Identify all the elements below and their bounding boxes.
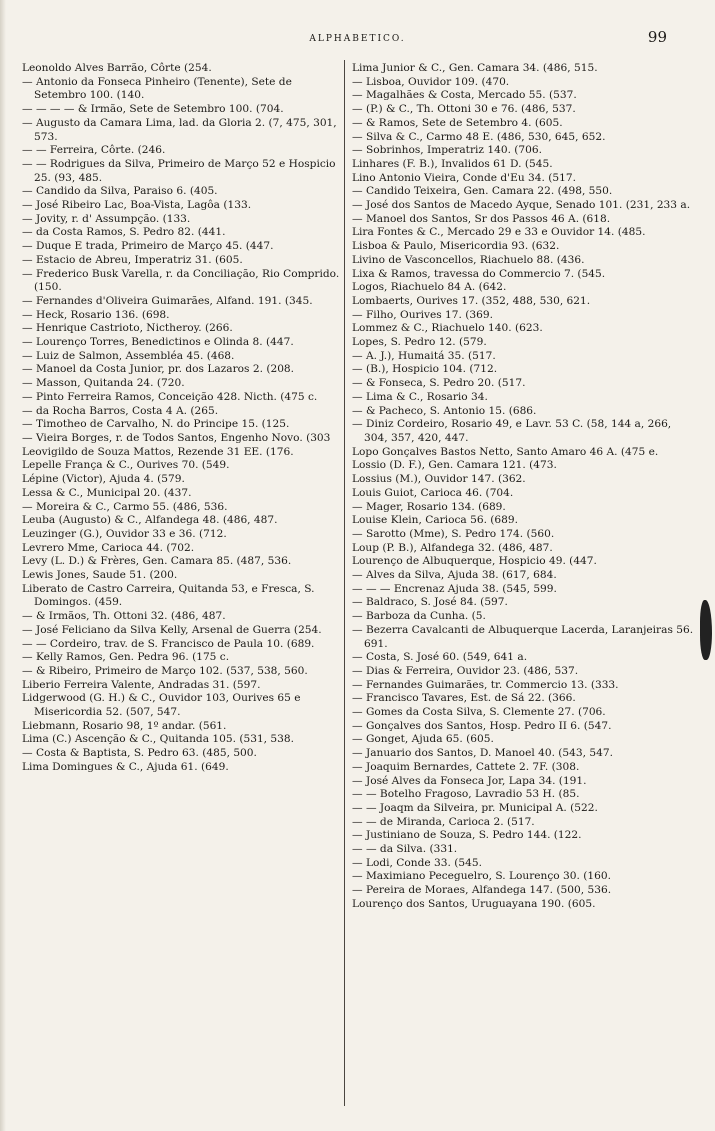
directory-entry: — Justiniano de Souza, S. Pedro 144. (122. bbox=[352, 829, 582, 842]
directory-entry: Liberato de Castro Carreira, Quitanda 53, e Fresca, S. Domingos. (459. bbox=[22, 582, 318, 609]
directory-entry: — Heck, Rosario 136. (698. bbox=[22, 308, 170, 321]
directory-entry: Lourenço dos Santos, Uruguayana 190. (605. bbox=[352, 897, 596, 910]
directory-entry: — José Feliciano da Silva Kelly, Arsenal de Guerra (254. bbox=[22, 623, 322, 636]
directory-entry: — Lisboa, Ouvidor 109. (470. bbox=[352, 75, 510, 88]
directory-entry: — Augusto da Camara Lima, lad. da Gloria 2. (7, 475, 301, 573. bbox=[22, 116, 341, 143]
directory-entry: — Francisco Tavares, Est. de Sá 22. (366. bbox=[352, 692, 576, 705]
directory-entry: Lima (C.) Ascenção & C., Quitanda 105. (531, 538. bbox=[22, 733, 295, 746]
directory-entry: — Antonio da Fonseca Pinheiro (Tenente), Sete de Setembro 100. (140. bbox=[22, 75, 296, 102]
directory-entry: Linhares (F. B.), Invalidos 61 D. (545. bbox=[352, 157, 553, 170]
directory-entry: Liebmann, Rosario 98, 1º andar. (561. bbox=[22, 719, 227, 732]
column-divider bbox=[344, 60, 345, 1106]
directory-entry: — — Botelho Fragoso, Lavradio 53 H. (85. bbox=[352, 788, 580, 801]
page-number: 99 bbox=[647, 28, 667, 46]
directory-entry: — Duque E trada, Primeiro de Março 45. (447. bbox=[22, 240, 274, 253]
directory-entry: — — — — & Irmão, Sete de Setembro 100. (704. bbox=[22, 103, 284, 116]
directory-entry: — — de Miranda, Carioca 2. (517. bbox=[352, 815, 535, 828]
directory-entry: Levrero Mme, Carioca 44. (702. bbox=[22, 541, 195, 554]
directory-entry: — Timotheo de Carvalho, N. do Principe 15. (125. bbox=[22, 418, 290, 431]
directory-entry: — Gomes da Costa Silva, S. Clemente 27. (706. bbox=[352, 706, 606, 719]
directory-entry: Lidgerwood (G. H.) & C., Ouvidor 103, Ourives 65 e Misericordia 52. (507, 547. bbox=[22, 692, 304, 719]
directory-entry: — José Ribeiro Lac, Boa-Vista, Lagôa (133. bbox=[22, 199, 252, 212]
directory-entry: — Magalhães & Costa, Mercado 55. (537. bbox=[352, 89, 577, 102]
directory-entry: Lira Fontes & C., Mercado 29 e 33 e Ouvidor 14. (485. bbox=[352, 226, 646, 239]
directory-entry: Lopo Gonçalves Bastos Netto, Santo Amaro 46 A. (475 e. bbox=[352, 445, 659, 458]
directory-entry: — Candido Teixeira, Gen. Camara 22. (498, 550. bbox=[352, 185, 613, 198]
directory-entry: — da Costa Ramos, S. Pedro 82. (441. bbox=[22, 226, 226, 239]
directory-entry: Loup (P. B.), Alfandega 32. (486, 487. bbox=[352, 541, 553, 554]
directory-entry: Logos, Riachuelo 84 A. (642. bbox=[352, 281, 507, 294]
directory-entry: — Baldraco, S. José 84. (597. bbox=[352, 596, 508, 609]
directory-entry: — José Alves da Fonseca Jor, Lapa 34. (191. bbox=[352, 774, 587, 787]
directory-entry: Liberio Ferreira Valente, Andradas 31. (597. bbox=[22, 678, 261, 691]
directory-entry: — Silva & C., Carmo 48 E. (486, 530, 645, 652. bbox=[352, 130, 606, 143]
directory-entry: — Vieira Borges, r. de Todos Santos, Engenho Novo. (303 bbox=[22, 431, 331, 444]
directory-entry: — & Fonseca, S. Pedro 20. (517. bbox=[352, 377, 526, 390]
page-header bbox=[0, 28, 715, 50]
directory-entry: Lossio (D. F.), Gen. Camara 121. (473. bbox=[352, 459, 557, 472]
directory-entry: — Bezerra Cavalcanti de Albuquerque Lacerda, Laranjeiras 56. 691. bbox=[352, 623, 697, 650]
directory-entry: — (B.), Hospicio 104. (712. bbox=[352, 363, 498, 376]
directory-entry: Levy (L. D.) & Frères, Gen. Camara 85. (487, 536. bbox=[22, 555, 292, 568]
directory-entry: — Filho, Ourives 17. (369. bbox=[352, 308, 493, 321]
directory-entry: — — Cordeiro, trav. de S. Francisco de Paula 10. (689. bbox=[22, 637, 315, 650]
directory-entry: — Moreira & C., Carmo 55. (486, 536. bbox=[22, 500, 228, 513]
scan-edge-shadow bbox=[0, 0, 6, 1131]
directory-entry: — Candido da Silva, Paraiso 6. (405. bbox=[22, 185, 218, 198]
directory-entry: — Lima & C., Rosario 34. bbox=[352, 390, 488, 403]
directory-entry: — José dos Santos de Macedo Ayque, Senado 101. (231, 233 a. bbox=[352, 199, 691, 212]
directory-entry: — Dias & Ferreira, Ouvidor 23. (486, 537. bbox=[352, 664, 579, 677]
directory-entry: — — Rodrigues da Silva, Primeiro de Março 52 e Hospicio 25. (93, 485. bbox=[22, 157, 339, 184]
directory-entry: — Sarotto (Mme), S. Pedro 174. (560. bbox=[352, 527, 555, 540]
directory-entry: Lepelle França & C., Ourives 70. (549. bbox=[22, 459, 230, 472]
directory-entry: — Costa & Baptista, S. Pedro 63. (485, 500. bbox=[22, 747, 257, 760]
directory-entry: Leuzinger (G.), Ouvidor 33 e 36. (712. bbox=[22, 527, 227, 540]
directory-entry: — Lourenço Torres, Benedictinos e Olinda 8. (447. bbox=[22, 336, 294, 349]
running-title: ALPHABETICO. bbox=[309, 34, 406, 44]
directory-entry: — Fernandes d'Oliveira Guimarães, Alfand. 191. (345. bbox=[22, 294, 313, 307]
directory-entry: — Kelly Ramos, Gen. Pedra 96. (175 c. bbox=[22, 651, 230, 664]
directory-entry: Lépine (Victor), Ajuda 4. (579. bbox=[22, 473, 185, 486]
directory-entry: — — da Silva. (331. bbox=[352, 843, 458, 856]
directory-entry: Lixa & Ramos, travessa do Commercio 7. (545. bbox=[352, 267, 606, 280]
directory-entry: Lombaerts, Ourives 17. (352, 488, 530, 621. bbox=[352, 294, 591, 307]
directory-entry: — da Rocha Barros, Costa 4 A. (265. bbox=[22, 404, 219, 417]
ink-blot-mark bbox=[700, 600, 712, 660]
directory-entry: — Luiz de Salmon, Assembléa 45. (468. bbox=[22, 349, 235, 362]
directory-entry: Lima Junior & C., Gen. Camara 34. (486, 515. bbox=[352, 62, 598, 74]
directory-entry: Lewis Jones, Saude 51. (200. bbox=[22, 569, 178, 582]
right-column bbox=[352, 62, 696, 912]
directory-entry: — Estacio de Abreu, Imperatriz 31. (605. bbox=[22, 253, 243, 266]
directory-entry: — Manoel da Costa Junior, pr. dos Lazaros 2. (208. bbox=[22, 363, 295, 376]
directory-entry: — Frederico Busk Varella, r. da Conciliação, Rio Comprido. (150. bbox=[22, 267, 343, 294]
directory-entry: — — — Encrenaz Ajuda 38. (545, 599. bbox=[352, 582, 557, 595]
directory-entry: — Joaquim Bernardes, Cattete 2. 7F. (308. bbox=[352, 760, 580, 773]
directory-entry: Lopes, S. Pedro 12. (579. bbox=[352, 336, 487, 349]
directory-entry: — Mager, Rosario 134. (689. bbox=[352, 500, 506, 513]
directory-entry: Louis Guiot, Carioca 46. (704. bbox=[352, 486, 514, 499]
directory-entry: — Alves da Silva, Ajuda 38. (617, 684. bbox=[352, 569, 557, 582]
directory-entry: — & Irmãos, Th. Ottoni 32. (486, 487. bbox=[22, 610, 226, 623]
directory-entry: Leonoldo Alves Barrão, Côrte (254. bbox=[22, 62, 212, 74]
directory-entry: Lino Antonio Vieira, Conde d'Eu 34. (517. bbox=[352, 171, 576, 184]
directory-entry: — — Ferreira, Côrte. (246. bbox=[22, 144, 166, 157]
directory-entry: Louise Klein, Carioca 56. (689. bbox=[352, 514, 519, 527]
directory-entry: — Henrique Castrioto, Nictheroy. (266. bbox=[22, 322, 233, 335]
directory-entry: — & Ribeiro, Primeiro de Março 102. (537, 538, 560. bbox=[22, 664, 308, 677]
directory-entry: — A. J.), Humaitá 35. (517. bbox=[352, 349, 496, 362]
directory-entry: — — Joaqm da Silveira, pr. Municipal A. (522. bbox=[352, 801, 598, 814]
directory-entry: — Pereira de Moraes, Alfandega 147. (500, 536. bbox=[352, 884, 612, 897]
directory-entry: — Barboza da Cunha. (5. bbox=[352, 610, 486, 623]
left-column bbox=[22, 62, 344, 775]
directory-entry: Leovigildo de Souza Mattos, Rezende 31 EE. (176. bbox=[22, 445, 294, 458]
directory-entry: — & Pacheco, S. Antonio 15. (686. bbox=[352, 404, 537, 417]
directory-entry: — Diniz Cordeiro, Rosario 49, e Lavr. 53 C. (58, 144 a, 266, 304, 357, 420, 447. bbox=[352, 418, 675, 444]
directory-entry: — Lodi, Conde 33. (545. bbox=[352, 856, 482, 869]
directory-entry: Lessa & C., Municipal 20. (437. bbox=[22, 486, 192, 499]
directory-entry: — Januario dos Santos, D. Manoel 40. (543, 547. bbox=[352, 747, 613, 760]
directory-entry: — Maximiano Peceguelro, S. Lourenço 30. (160. bbox=[352, 870, 611, 883]
directory-entry: — Sobrinhos, Imperatriz 140. (706. bbox=[352, 144, 543, 157]
directory-entry: — & Ramos, Sete de Setembro 4. (605. bbox=[352, 116, 563, 129]
directory-entry: — Manoel dos Santos, Sr dos Passos 46 A. (618. bbox=[352, 212, 611, 225]
directory-entry: — Masson, Quitanda 24. (720. bbox=[22, 377, 185, 390]
directory-entry: — Gonget, Ajuda 65. (605. bbox=[352, 733, 494, 746]
directory-entry: Lossius (M.), Ouvidor 147. (362. bbox=[352, 473, 526, 486]
directory-entry: — Gonçalves dos Santos, Hosp. Pedro II 6. (547. bbox=[352, 719, 612, 732]
directory-entry: — (P.) & C., Th. Ottoni 30 e 76. (486, 537. bbox=[352, 103, 576, 116]
directory-entry: Lommez & C., Riachuelo 140. (623. bbox=[352, 322, 543, 335]
directory-entry: Lima Domingues & C., Ajuda 61. (649. bbox=[22, 760, 229, 773]
directory-entry: — Costa, S. José 60. (549, 641 a. bbox=[352, 651, 528, 664]
directory-entry: — Pinto Ferreira Ramos, Conceição 428. Nicth. (475 c. bbox=[22, 390, 318, 403]
directory-entry: Lourenço de Albuquerque, Hospicio 49. (447. bbox=[352, 555, 597, 568]
directory-entry: Livino de Vasconcellos, Riachuelo 88. (436. bbox=[352, 253, 585, 266]
directory-entry: — Jovity, r. d' Assumpção. (133. bbox=[22, 212, 191, 225]
directory-entry: Leuba (Augusto) & C., Alfandega 48. (486, 487. bbox=[22, 514, 278, 527]
directory-entry: — Fernandes Guimarães, tr. Commercio 13. (333. bbox=[352, 678, 619, 691]
directory-entry: Lisboa & Paulo, Misericordia 93. (632. bbox=[352, 240, 560, 253]
